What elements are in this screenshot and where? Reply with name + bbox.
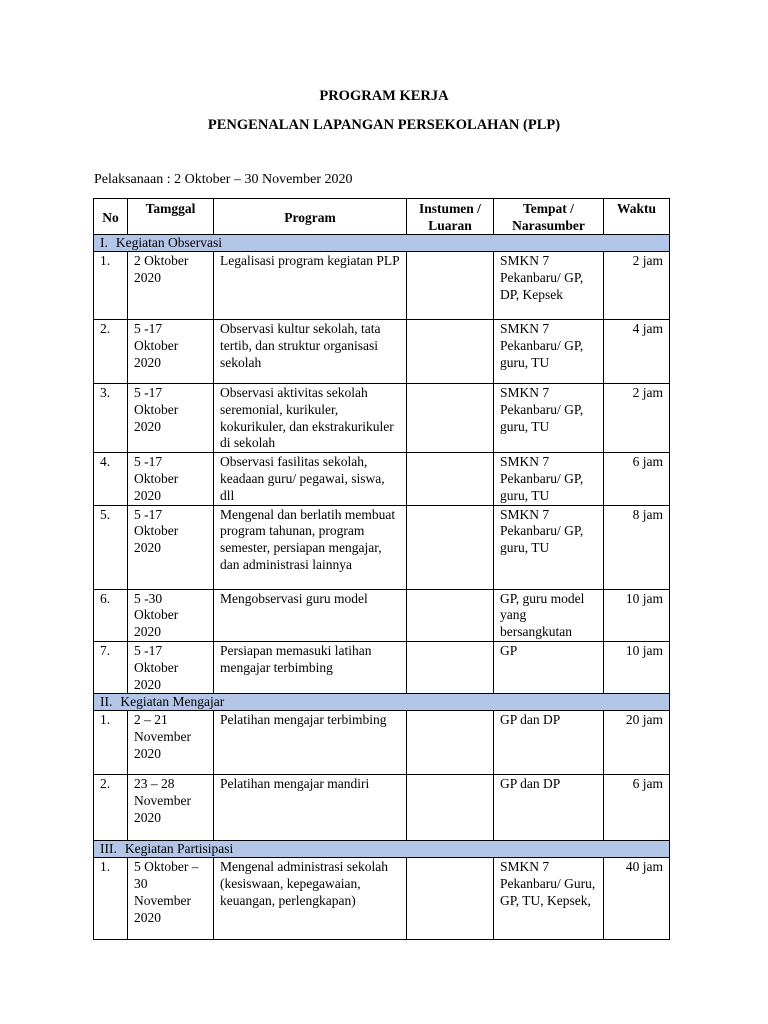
row-instrument bbox=[407, 858, 494, 940]
section-header bbox=[94, 841, 670, 858]
row-place: GP dan DP bbox=[494, 711, 604, 775]
row-number: 6. bbox=[94, 589, 128, 641]
row-time: 2 jam bbox=[604, 384, 670, 453]
table-row bbox=[94, 589, 670, 641]
row-place: GP, guru model yang bersangkutan bbox=[494, 589, 604, 641]
row-instrument bbox=[407, 641, 494, 693]
row-instrument bbox=[407, 320, 494, 384]
row-time: 4 jam bbox=[604, 320, 670, 384]
row-program: Mengenal administrasi sekolah (kesiswaan, kepegawaian, keuangan, perlengkapan) bbox=[214, 858, 407, 940]
row-date: 5 -17 Oktober 2020 bbox=[128, 641, 214, 693]
row-time: 6 jam bbox=[604, 453, 670, 505]
section-header-row bbox=[94, 694, 670, 711]
header-place: Tempat / Narasumber bbox=[494, 199, 604, 235]
row-instrument bbox=[407, 453, 494, 505]
row-number: 2. bbox=[94, 775, 128, 841]
row-number: 1. bbox=[94, 858, 128, 940]
row-program: Pelatihan mengajar terbimbing bbox=[214, 711, 407, 775]
section-label: Kegiatan Observasi bbox=[115, 235, 222, 250]
row-instrument bbox=[407, 589, 494, 641]
row-date: 5 -17 Oktober 2020 bbox=[128, 320, 214, 384]
row-time: 8 jam bbox=[604, 505, 670, 589]
implementation-period: Pelaksanaan : 2 Oktober – 30 November 2020 bbox=[94, 172, 353, 187]
document-title: PROGRAM KERJA bbox=[319, 88, 449, 104]
row-date: 5 -30 Oktober 2020 bbox=[128, 589, 214, 641]
row-program: Observasi aktivitas sekolah seremonial, kurikuler, kokurikuler, dan ekstrakurikuler di sekolah bbox=[214, 384, 407, 453]
row-instrument bbox=[407, 384, 494, 453]
header-time: Waktu bbox=[604, 199, 670, 235]
row-place: SMKN 7 Pekanbaru/ GP, guru, TU bbox=[494, 320, 604, 384]
table-row bbox=[94, 641, 670, 693]
table-row bbox=[94, 505, 670, 589]
table-header-row bbox=[94, 199, 670, 235]
row-time: 40 jam bbox=[604, 858, 670, 940]
row-place: SMKN 7 Pekanbaru/ GP, DP, Kepsek bbox=[494, 252, 604, 320]
row-date: 5 -17 Oktober 2020 bbox=[128, 453, 214, 505]
row-place: SMKN 7 Pekanbaru/ GP, guru, TU bbox=[494, 505, 604, 589]
table-row bbox=[94, 858, 670, 940]
row-instrument bbox=[407, 252, 494, 320]
table-row bbox=[94, 711, 670, 775]
section-label: Kegiatan Mengajar bbox=[120, 694, 225, 710]
row-program: Persiapan memasuki latihan mengajar terbimbing bbox=[214, 641, 407, 693]
section-header-row bbox=[94, 235, 670, 252]
header-instrument: Instumen / Luaran bbox=[407, 199, 494, 235]
row-instrument bbox=[407, 505, 494, 589]
row-date: 23 – 28 November 2020 bbox=[128, 775, 214, 841]
header-date: Tamggal bbox=[128, 199, 214, 235]
row-date: 5 Oktober – 30 November 2020 bbox=[128, 858, 214, 940]
program-table bbox=[93, 198, 670, 940]
table-row bbox=[94, 775, 670, 841]
section-number: III. bbox=[100, 841, 117, 857]
row-number: 7. bbox=[94, 641, 128, 693]
row-program: Observasi kultur sekolah, tata tertib, dan struktur organisasi sekolah bbox=[214, 320, 407, 384]
section-label: Kegiatan Partisipasi bbox=[124, 841, 234, 857]
table-row bbox=[94, 453, 670, 505]
row-instrument bbox=[407, 711, 494, 775]
row-program: Legalisasi program kegiatan PLP bbox=[214, 252, 407, 320]
row-program: Mengobservasi guru model bbox=[214, 589, 407, 641]
row-place: GP bbox=[494, 641, 604, 693]
row-time: 10 jam bbox=[604, 641, 670, 693]
row-number: 1. bbox=[94, 711, 128, 775]
row-number: 5. bbox=[94, 505, 128, 589]
row-place: SMKN 7 Pekanbaru/ Guru, GP, TU, Kepsek, bbox=[494, 858, 604, 940]
table-row bbox=[94, 384, 670, 453]
row-date: 2 – 21 November 2020 bbox=[128, 711, 214, 775]
row-place: SMKN 7 Pekanbaru/ GP, guru, TU bbox=[494, 384, 604, 453]
row-time: 2 jam bbox=[604, 252, 670, 320]
row-time: 6 jam bbox=[604, 775, 670, 841]
row-instrument bbox=[407, 775, 494, 841]
table-row bbox=[94, 320, 670, 384]
row-time: 20 jam bbox=[604, 711, 670, 775]
row-date: 2 Oktober 2020 bbox=[128, 252, 214, 320]
row-number: 1. bbox=[94, 252, 128, 320]
section-header bbox=[94, 235, 670, 252]
row-number: 3. bbox=[94, 384, 128, 453]
row-program: Mengenal dan berlatih membuat program tahunan, program semester, persiapan mengajar, dan administrasi lainnya bbox=[214, 505, 407, 589]
row-place: SMKN 7 Pekanbaru/ GP, guru, TU bbox=[494, 453, 604, 505]
table-body bbox=[94, 235, 670, 940]
section-header bbox=[94, 694, 670, 711]
row-place: GP dan DP bbox=[494, 775, 604, 841]
section-number: II. bbox=[100, 694, 113, 710]
row-program: Pelatihan mengajar mandiri bbox=[214, 775, 407, 841]
row-time: 10 jam bbox=[604, 589, 670, 641]
row-number: 2. bbox=[94, 320, 128, 384]
row-program: Observasi fasilitas sekolah, keadaan guru/ pegawai, siswa, dll bbox=[214, 453, 407, 505]
table-row bbox=[94, 252, 670, 320]
row-date: 5 -17 Oktober 2020 bbox=[128, 505, 214, 589]
row-date: 5 -17 Oktober 2020 bbox=[128, 384, 214, 453]
section-header-row bbox=[94, 841, 670, 858]
row-number: 4. bbox=[94, 453, 128, 505]
document-subtitle: PENGENALAN LAPANGAN PERSEKOLAHAN (PLP) bbox=[207, 117, 561, 133]
header-no: No bbox=[94, 199, 128, 235]
section-number: I. bbox=[100, 235, 108, 250]
header-program: Program bbox=[214, 199, 407, 235]
